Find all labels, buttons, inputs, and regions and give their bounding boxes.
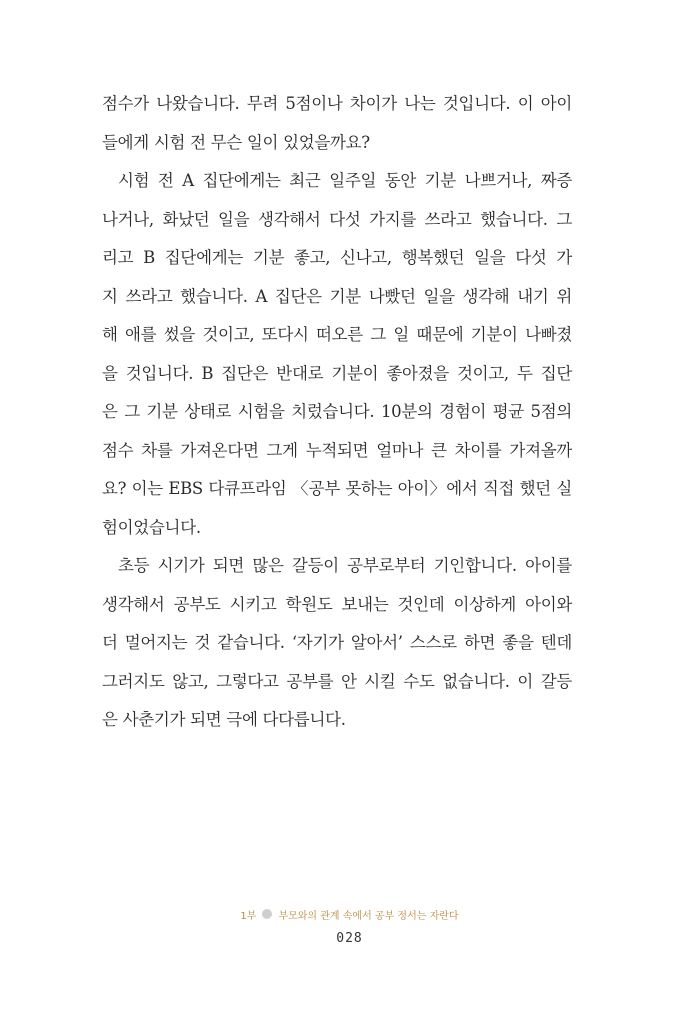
- text-line: 시험 전 A 집단에게는 최근 일주일 동안 기분 나쁘거나, 짜증: [118, 171, 572, 190]
- text-line: 리고 B 집단에게는 기분 좋고, 신나고, 행복했던 일을 다섯 가: [102, 248, 572, 267]
- text-line: 초등 시기가 되면 많은 갈등이 공부로부터 기인합니다. 아이를: [118, 556, 572, 575]
- text-line: 을 것입니다. B 집단은 반대로 기분이 좋아졌을 것이고, 두 집단: [102, 363, 572, 383]
- text-line: 그러지도 않고, 그렇다고 공부를 안 시킬 수도 없습니다. 이 갈등: [102, 671, 572, 691]
- bullet-dot-icon: [262, 909, 272, 919]
- running-head: [0, 905, 699, 923]
- chapter-title: 부모와의 관계 속에서 공부 정서는 자란다: [278, 910, 459, 922]
- text-line: 점수가 나왔습니다. 무려 5점이나 차이가 나는 것입니다. 이 아이: [102, 94, 572, 113]
- text-line: 더 멀어지는 것 같습니다. ‘자기가 알아서’ 스스로 하면 좋을 텐데: [102, 633, 572, 652]
- text-line: 점수 차를 가져온다면 그게 누적되면 얼마나 큰 차이를 가져올까: [102, 440, 572, 460]
- page-number: 028: [336, 931, 363, 946]
- text-line: 요? 이는 EBS 다큐프라임 〈공부 못하는 아이〉에서 직접 했던 실: [102, 479, 572, 498]
- paragraph-2: [102, 162, 572, 547]
- page-footer: [0, 905, 699, 946]
- text-line: 해 애를 썼을 것이고, 또다시 떠오른 그 일 때문에 기분이 나빠졌: [102, 325, 572, 344]
- text-line: 지 쓰라고 했습니다. A 집단은 기분 나빴던 일을 생각해 내기 위: [102, 286, 572, 306]
- paragraph-1: [102, 85, 572, 162]
- text-line: 생각해서 공부도 시키고 학원도 보내는 것인데 이상하게 아이와: [102, 594, 572, 614]
- text-line: 들에게 시험 전 무슨 일이 있었을까요?: [102, 132, 370, 152]
- text-line: 은 사춘기가 되면 극에 다다릅니다.: [102, 710, 346, 729]
- text-line: 나거나, 화났던 일을 생각해서 다섯 가지를 쓰라고 했습니다. 그: [102, 209, 572, 229]
- text-line: 험이었습니다.: [102, 517, 201, 537]
- text-line: 은 그 기분 상태로 시험을 치렀습니다. 10분의 경험이 평균 5점의: [102, 402, 572, 421]
- part-label: 1부: [240, 910, 257, 922]
- paragraph-3: [102, 547, 572, 740]
- body-text: [102, 85, 572, 740]
